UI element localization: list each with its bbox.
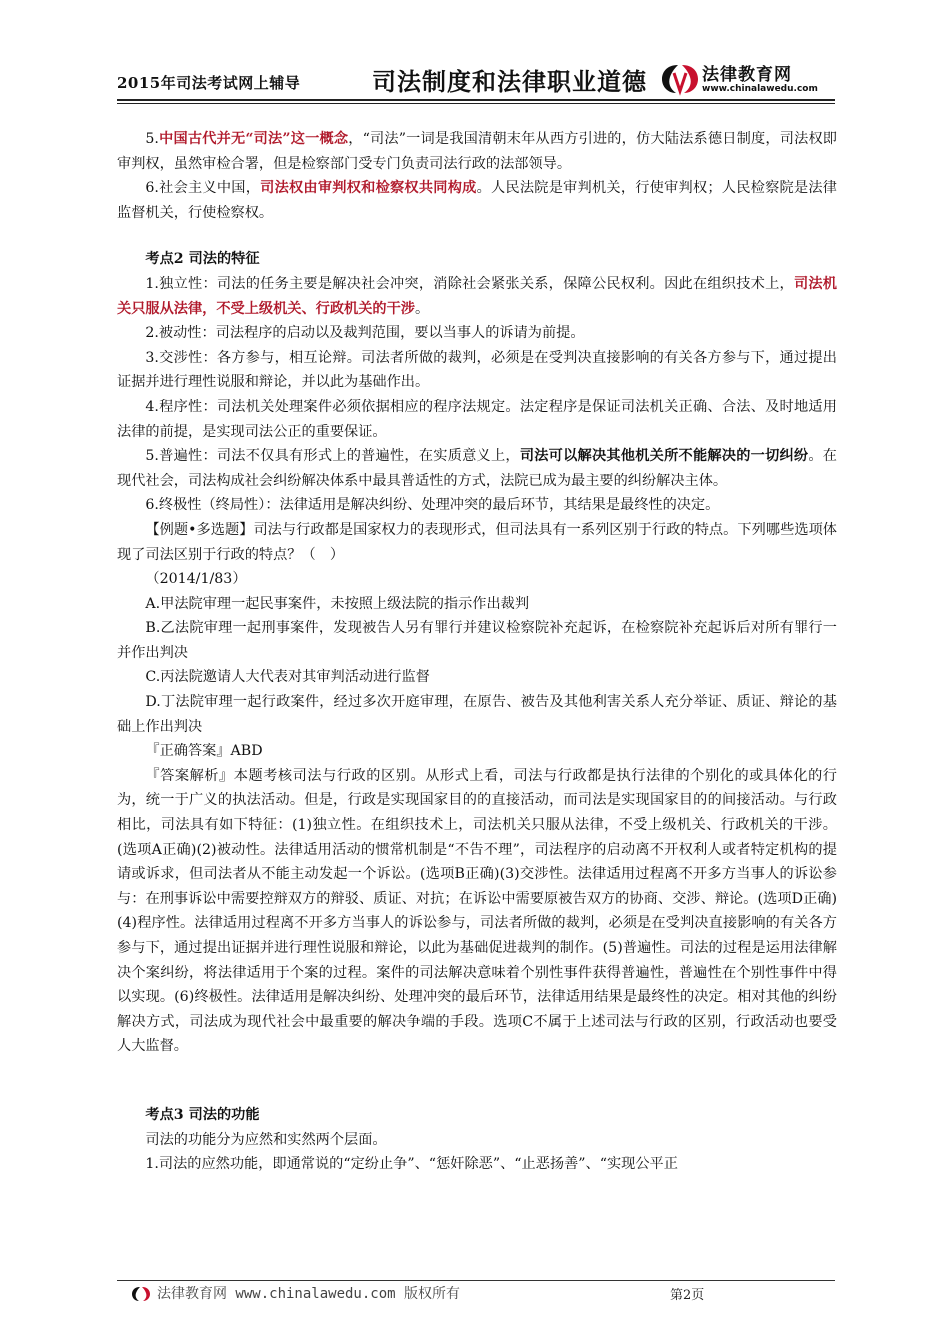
- header-rule: [117, 99, 835, 101]
- emphasis-text: 中国古代并无“司法”这一概念: [158, 131, 349, 147]
- logo-name: 法律教育网: [702, 65, 792, 85]
- paragraph-5: 5.中国古代并无“司法”这一概念，“司法”一词是我国清朝末年从西方引进的，仿大陆法系德日制度，司法权即审判权，虽然审检合署，但是检察部门受专门负责司法行政的法部领导。: [117, 131, 837, 172]
- example-question: 【例题•多选题】司法与行政都是国家权力的表现形式，但司法具有一系列区别于行政的特点。下列哪些选项体现了司法区别于行政的特点？（ ）: [117, 521, 837, 563]
- feature-3: 3.交涉性：各方参与，相互论辩。司法者所做的裁判，必须是在受判决直接影响的有关各方参与下，通过提出证据并进行理性说服和辩论，并以此为基础作出。: [117, 349, 837, 391]
- feature-6: 6.终极性（终局性）：法律适用是解决纠纷、处理冲突的最后环节，其结果是最终性的决定。: [145, 497, 720, 514]
- chinalawedu-logo-icon: [131, 1285, 151, 1303]
- site-logo: [660, 60, 835, 98]
- emphasis-text: 司法权由审判权和检察权共同构成: [260, 180, 477, 197]
- header-rule-thin: [117, 103, 835, 104]
- bold-text: 司法可以解决其他机关所不能解决的一切纠纷: [519, 448, 809, 465]
- footer-rule: [117, 1280, 835, 1281]
- page-header: [117, 60, 835, 98]
- feature-2: 2.被动性：司法程序的启动以及裁判范围，要以当事人的诉请为前提。: [145, 325, 585, 342]
- option-c: C.丙法院邀请人大代表对其审判活动进行监督: [145, 669, 430, 686]
- chinalawedu-logo-icon: [660, 61, 700, 97]
- emphasis-text: 司法机关只服从法律，不受上级机关、行政机关的干涉: [117, 275, 837, 317]
- paragraph-6: 6.社会主义中国，司法权由审判权和检察权共同构成。人民法院是审判机关，行使审判权；人民检察院是法律监督机关，行使检察权。: [117, 180, 837, 221]
- logo-url: www.chinalawedu.com: [702, 84, 818, 94]
- header-left-title: 2015年司法考试网上辅导: [117, 74, 301, 92]
- option-b: B.乙法院审理一起刑事案件，发现被告人另有罪行并建议检察院补充起诉，在检察院补充起诉后对所有罪行一并作出判决: [117, 620, 837, 661]
- correct-answer: 『正确答案』ABD: [145, 743, 263, 760]
- section-heading-2: 考点2 司法的特征: [145, 251, 260, 268]
- option-d: D.丁法院审理一起行政案件，经过多次开庭审理，在原告、被告及其他利害关系人充分举证、质证、辩论的基础上作出判决: [117, 694, 837, 735]
- header-center-title: 司法制度和法律职业道德: [372, 67, 647, 96]
- section-heading-3: 考点3 司法的功能: [145, 1106, 260, 1123]
- feature-4: 4.程序性：司法机关处理案件必须依据相应的程序法规定。法定程序是保证司法机关正确、合法、及时地适用法律的前提，是实现司法公正的重要保证。: [117, 398, 837, 440]
- footer-copyright: 法律教育网 www.chinalawedu.com 版权所有: [157, 1286, 461, 1302]
- option-a: A.甲法院审理一起民事案件，未按照上级法院的指示作出裁判: [145, 595, 530, 612]
- feature-1: 1.独立性：司法的任务主要是解决社会冲突，消除社会紧张关系，保障公民权利。因此在组织技术上，司法机关只服从法律，不受上级机关、行政机关的干涉。: [117, 275, 837, 317]
- question-source: （2014/1/83）: [145, 571, 247, 588]
- function-intro: 司法的功能分为应然和实然两个层面。: [145, 1131, 387, 1148]
- page-content: [117, 127, 837, 1177]
- answer-analysis: 『答案解析』本题考核司法与行政的区别。从形式上看，司法与行政都是执行法律的个别化的或具体化的行为，统一于广义的执法活动。但是，行政是实现国家目的的直接活动，而司法是实现国家目的的间接活动。与行政相比，司法具有如下特征：(1)独立性。在组织技术上，司法机关只服从法律，不受上级机关、行政机关的干涉。(选项A正确)(2)被动性。法律适用活动的惯常机制是“不告不理”，司法程序的启动离不开权利人或者特定机构的提请或诉求，但司法者从不能主动发起一个诉讼。(选项B正确)(3)交涉性。法律适用过程离不开多方当事人的诉讼参与：在刑事诉讼中需要控辩双方的辩驳、质证、对抗；在诉讼中需要原被告双方的协商、交涉、辩论。(选项D正确)(4)程序性。法律适用过程离不开多方当事人的诉讼参与，司法者所做的裁判，必须是在受判决直接影响的有关各方参与下，通过提出证据并进行理性说服和辩论，以此为基础促进裁判的制作。(5)普遍性。司法的过程是运用法律解决个案纠纷，将法律适用于个案的过程。案件的司法解决意味着个别性事件获得普遍性，普遍性在个别性事件中得以实现。(6)终极性。法律适用是解决纠纷、处理冲突的最后环节，法律适用结果是最终性的决定。相对其他的纠纷解决方式，司法成为现代社会中最重要的解决争端的手段。选项C不属于上述司法与行政的区别，行政活动也要受人大监督。: [117, 767, 837, 1055]
- function-1: 1.司法的应然功能，即通常说的“定纷止争”、“惩奸除恶”、“止恶扬善”、“实现公平正: [145, 1156, 678, 1173]
- page-number: 第2页: [670, 1288, 705, 1303]
- feature-5: 5.普遍性：司法不仅具有形式上的普遍性，在实质意义上，司法可以解决其他机关所不能解决的一切纠纷。在现代社会，司法构成社会纠纷解决体系中最具普适性的方式，法院已成为最主要的纠纷解决主体。: [117, 448, 837, 489]
- page-footer: [117, 1276, 835, 1306]
